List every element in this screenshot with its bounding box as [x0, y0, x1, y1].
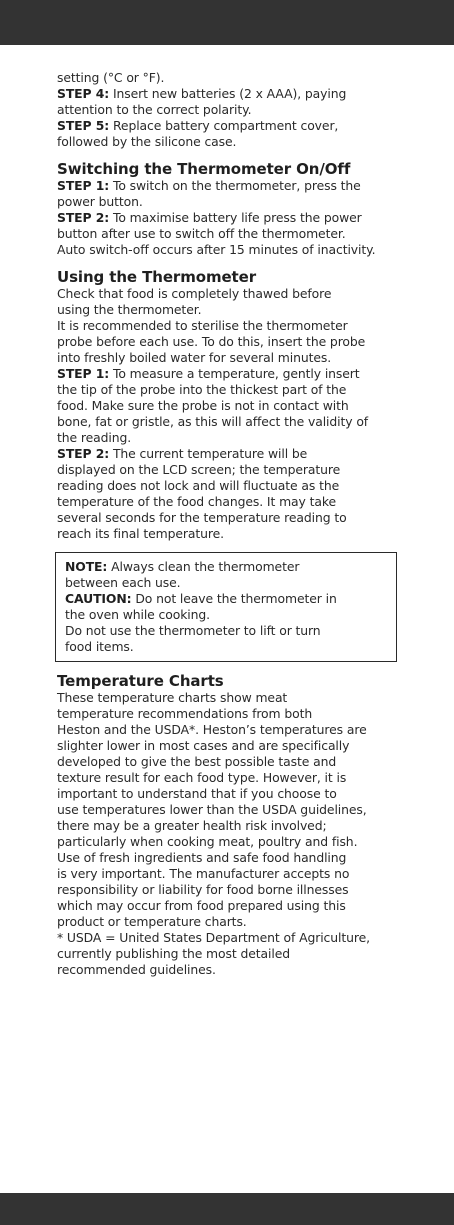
- text-line: [65, 639, 388, 655]
- line-text: Do not leave the thermometer in: [131, 591, 337, 606]
- line-text: between each use.: [65, 575, 181, 590]
- text-line: [57, 210, 402, 226]
- text-line: [57, 706, 402, 722]
- text-line: [57, 102, 402, 118]
- text-line: [65, 559, 388, 575]
- text-line: [65, 623, 388, 639]
- line-text: the oven while cooking.: [65, 607, 210, 622]
- switching-steps: [57, 178, 402, 258]
- line-text: These temperature charts show meat: [57, 690, 288, 705]
- line-text: developed to give the best possible taste and: [57, 754, 337, 769]
- text-line: [57, 526, 402, 542]
- text-line: [57, 398, 402, 414]
- step-label: NOTE:: [65, 559, 108, 574]
- line-text: Do not use the thermometer to lift or turn: [65, 623, 321, 638]
- text-line: [57, 430, 402, 446]
- line-text: Insert new batteries (2 x AAA), paying: [109, 86, 347, 101]
- charts-section: [57, 672, 402, 978]
- step-label: STEP 1:: [57, 178, 110, 193]
- text-line: [57, 962, 402, 978]
- line-text: Check that food is completely thawed before: [57, 286, 332, 301]
- line-text: * USDA = United States Department of Agriculture,: [57, 930, 370, 945]
- bottom-bar: [0, 1193, 454, 1225]
- line-text: the tip of the probe into the thickest part of the: [57, 382, 347, 397]
- text-line: [65, 575, 388, 591]
- text-line: [57, 242, 402, 258]
- line-text: using the thermometer.: [57, 302, 202, 317]
- line-text: To maximise battery life press the power: [109, 210, 362, 225]
- text-line: [57, 898, 402, 914]
- line-text: the reading.: [57, 430, 132, 445]
- line-text: currently publishing the most detailed: [57, 946, 290, 961]
- text-line: [57, 118, 402, 134]
- line-text: Use of fresh ingredients and safe food handling: [57, 850, 347, 865]
- line-text: texture result for each food type. However, it is: [57, 770, 347, 785]
- using-heading: Using the Thermometer: [57, 268, 256, 286]
- line-text: displayed on the LCD screen; the temperature: [57, 462, 341, 477]
- switching-heading: Switching the Thermometer On/Off: [57, 160, 351, 178]
- line-text: reach its final temperature.: [57, 526, 224, 541]
- line-text: temperature of the food changes. It may take: [57, 494, 337, 509]
- line-text: food. Make sure the probe is not in contact with: [57, 398, 349, 413]
- text-line: [57, 930, 402, 946]
- line-text: food items.: [65, 639, 134, 654]
- step-label: STEP 2:: [57, 210, 110, 225]
- text-line: [57, 318, 402, 334]
- line-text: To switch on the thermometer, press the: [109, 178, 361, 193]
- line-text: Auto switch-off occurs after 15 minutes of inactivity.: [57, 242, 376, 257]
- line-text: followed by the silicone case.: [57, 134, 237, 149]
- line-text: The current temperature will be: [109, 446, 308, 461]
- text-line: [57, 510, 402, 526]
- text-line: [57, 738, 402, 754]
- text-line: [57, 818, 402, 834]
- text-line: [57, 802, 402, 818]
- text-line: [57, 462, 402, 478]
- line-text: It is recommended to sterilise the thermometer: [57, 318, 348, 333]
- line-text: temperature recommendations from both: [57, 706, 313, 721]
- line-text: into freshly boiled water for several minutes.: [57, 350, 332, 365]
- using-section: [57, 268, 402, 542]
- text-line: [57, 134, 402, 150]
- text-line: [65, 591, 388, 607]
- line-text: bone, fat or gristle, as this will affect the validity of: [57, 414, 369, 429]
- step-label: CAUTION:: [65, 591, 132, 606]
- line-text: use temperatures lower than the USDA guidelines,: [57, 802, 367, 817]
- text-line: [57, 690, 402, 706]
- text-line: [57, 226, 402, 242]
- switching-section: [57, 160, 402, 258]
- text-line: [57, 70, 402, 86]
- line-text: important to understand that if you choose to: [57, 786, 337, 801]
- line-text: button after use to switch off the thermometer.: [57, 226, 346, 241]
- text-line: [57, 882, 402, 898]
- line-text: responsibility or liability for food borne illnesses: [57, 882, 349, 897]
- text-line: [57, 866, 402, 882]
- step-label: STEP 2:: [57, 446, 110, 461]
- step-label: STEP 4:: [57, 86, 110, 101]
- line-text: is very important. The manufacturer accepts no: [57, 866, 350, 881]
- line-text: Heston and the USDA*. Heston’s temperatures are: [57, 722, 367, 737]
- text-line: [57, 914, 402, 930]
- text-line: [57, 770, 402, 786]
- text-line: [57, 286, 402, 302]
- line-text: which may occur from food prepared using this: [57, 898, 346, 913]
- text-line: [57, 366, 402, 382]
- step-label: STEP 1:: [57, 366, 110, 381]
- line-text: probe before each use. To do this, insert the probe: [57, 334, 366, 349]
- text-line: [57, 382, 402, 398]
- manual-page-content: [57, 70, 402, 978]
- text-line: [57, 494, 402, 510]
- line-text: attention to the correct polarity.: [57, 102, 252, 117]
- text-line: [57, 302, 402, 318]
- note-lines: [65, 559, 388, 655]
- text-line: [57, 754, 402, 770]
- line-text: To measure a temperature, gently insert: [109, 366, 360, 381]
- line-text: particularly when cooking meat, poultry and fish.: [57, 834, 358, 849]
- line-text: there may be a greater health risk involved;: [57, 818, 327, 833]
- line-text: setting (°C or °F).: [57, 70, 165, 85]
- text-line: [57, 946, 402, 962]
- text-line: [57, 86, 402, 102]
- text-line: [57, 334, 402, 350]
- line-text: slighter lower in most cases and are specifically: [57, 738, 350, 753]
- line-text: power button.: [57, 194, 143, 209]
- text-line: [57, 478, 402, 494]
- line-text: several seconds for the temperature reading to: [57, 510, 347, 525]
- top-bar: [0, 0, 454, 45]
- note-box: [55, 552, 397, 662]
- text-line: [57, 178, 402, 194]
- battery-steps: [57, 70, 402, 150]
- text-line: [57, 350, 402, 366]
- line-text: product or temperature charts.: [57, 914, 247, 929]
- line-text: Replace battery compartment cover,: [109, 118, 339, 133]
- text-line: [57, 722, 402, 738]
- using-steps: [57, 286, 402, 542]
- line-text: recommended guidelines.: [57, 962, 216, 977]
- text-line: [57, 786, 402, 802]
- charts-heading: Temperature Charts: [57, 672, 224, 690]
- text-line: [57, 446, 402, 462]
- text-line: [57, 194, 402, 210]
- line-text: reading does not lock and will fluctuate as the: [57, 478, 340, 493]
- line-text: Always clean the thermometer: [107, 559, 300, 574]
- text-line: [65, 607, 388, 623]
- charts-text: [57, 690, 402, 978]
- text-line: [57, 414, 402, 430]
- text-line: [57, 850, 402, 866]
- step-label: STEP 5:: [57, 118, 110, 133]
- text-line: [57, 834, 402, 850]
